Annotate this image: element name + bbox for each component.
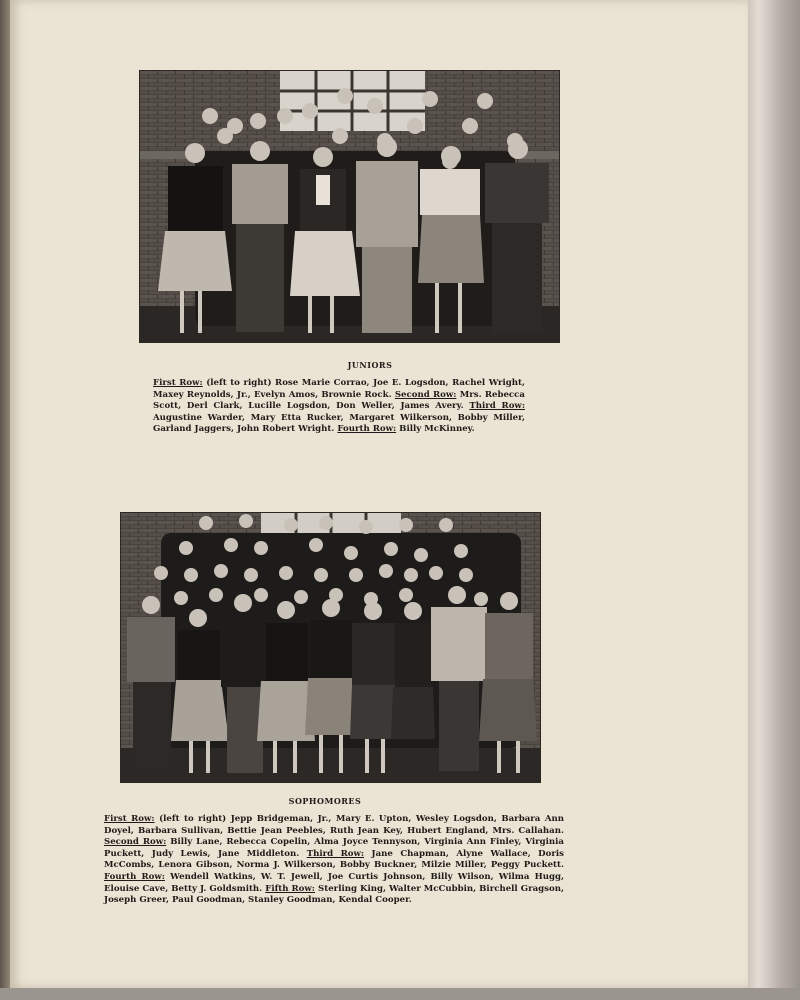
background-bottom [0, 988, 800, 1000]
juniors-third-row-label: Third Row: [469, 401, 525, 412]
juniors-first-row-text: (left to right) Rose Marie Corrao, Joe E. Logsdon, Rachel Wright, Maxey Reynolds, Jr., Evelyn Amos, Brownie Rock. [153, 378, 525, 400]
sophomores-third-row-label: Third Row: [306, 848, 365, 859]
sophomores-fourth-row-text: Wendell Watkins, W. T. Jewell, Joe Curtis Johnson, Billy Wilson, Wilma Hugg, Elouise Cave, Betty J. Goldsmith. [104, 871, 564, 894]
sophomores-third-row-text: Jane Chapman, Alyne Wallace, Doris McCombs, Lenora Gibson, Norma J. Wilkerson, Bobby Buckner, Milzie Miller, Peggy Puckett. [104, 848, 564, 871]
sophomores-first-row-label: First Row: [104, 814, 155, 824]
juniors-title: JUNIORS [347, 360, 393, 370]
sophomores-photo [120, 512, 541, 783]
sophomores-title: SOPHOMORES [288, 796, 362, 806]
background-right [748, 0, 800, 1000]
juniors-second-row-text: Mrs. Rebecca Scott, Derl Clark, Lucille Logsdon, Don Weller, James Avery. [153, 389, 525, 412]
juniors-first-row-label: First Row: [153, 378, 203, 388]
sophomores-second-row-text: Billy Lane, Rebecca Copelin, Alma Joyce Tennyson, Virginia Ann Finley, Virginia Puckett, Judy Lewis, Jane Middleton. [104, 837, 564, 859]
juniors-second-row-label: Second Row: [394, 389, 457, 400]
juniors-fourth-row-label: Fourth Row: [337, 424, 397, 435]
sophomores-fifth-row-text: Sterling King, Walter McCubbin, Birchell Gragson, Joseph Greer, Paul Goodman, Stanley Goodman, Kendal Cooper. [104, 883, 564, 906]
sophomores-first-row-text: (left to right) Jepp Bridgeman, Jr., Mary E. Upton, Wesley Logsdon, Barbara Ann Doyel, Barbara Sullivan, Bettie Jean Peebles, Ruth Jean Key, Hubert England, Mrs. Callahan. [104, 814, 564, 836]
sophomores-second-row-label: Second Row: [104, 837, 167, 848]
juniors-caption [153, 378, 525, 436]
juniors-fourth-row-text: Billy McKinney. [396, 424, 475, 435]
sophomores-fifth-row-label: Fifth Row: [265, 883, 315, 894]
juniors-third-row-text: Augustine Warder, Mary Etta Rucker, Margaret Wilkerson, Bobby Miller, Garland Jaggers, John Robert Wright. [153, 412, 525, 435]
sophomores-fourth-row-label: Fourth Row: [104, 871, 165, 882]
sophomores-caption [104, 814, 564, 907]
juniors-photo [139, 70, 560, 343]
